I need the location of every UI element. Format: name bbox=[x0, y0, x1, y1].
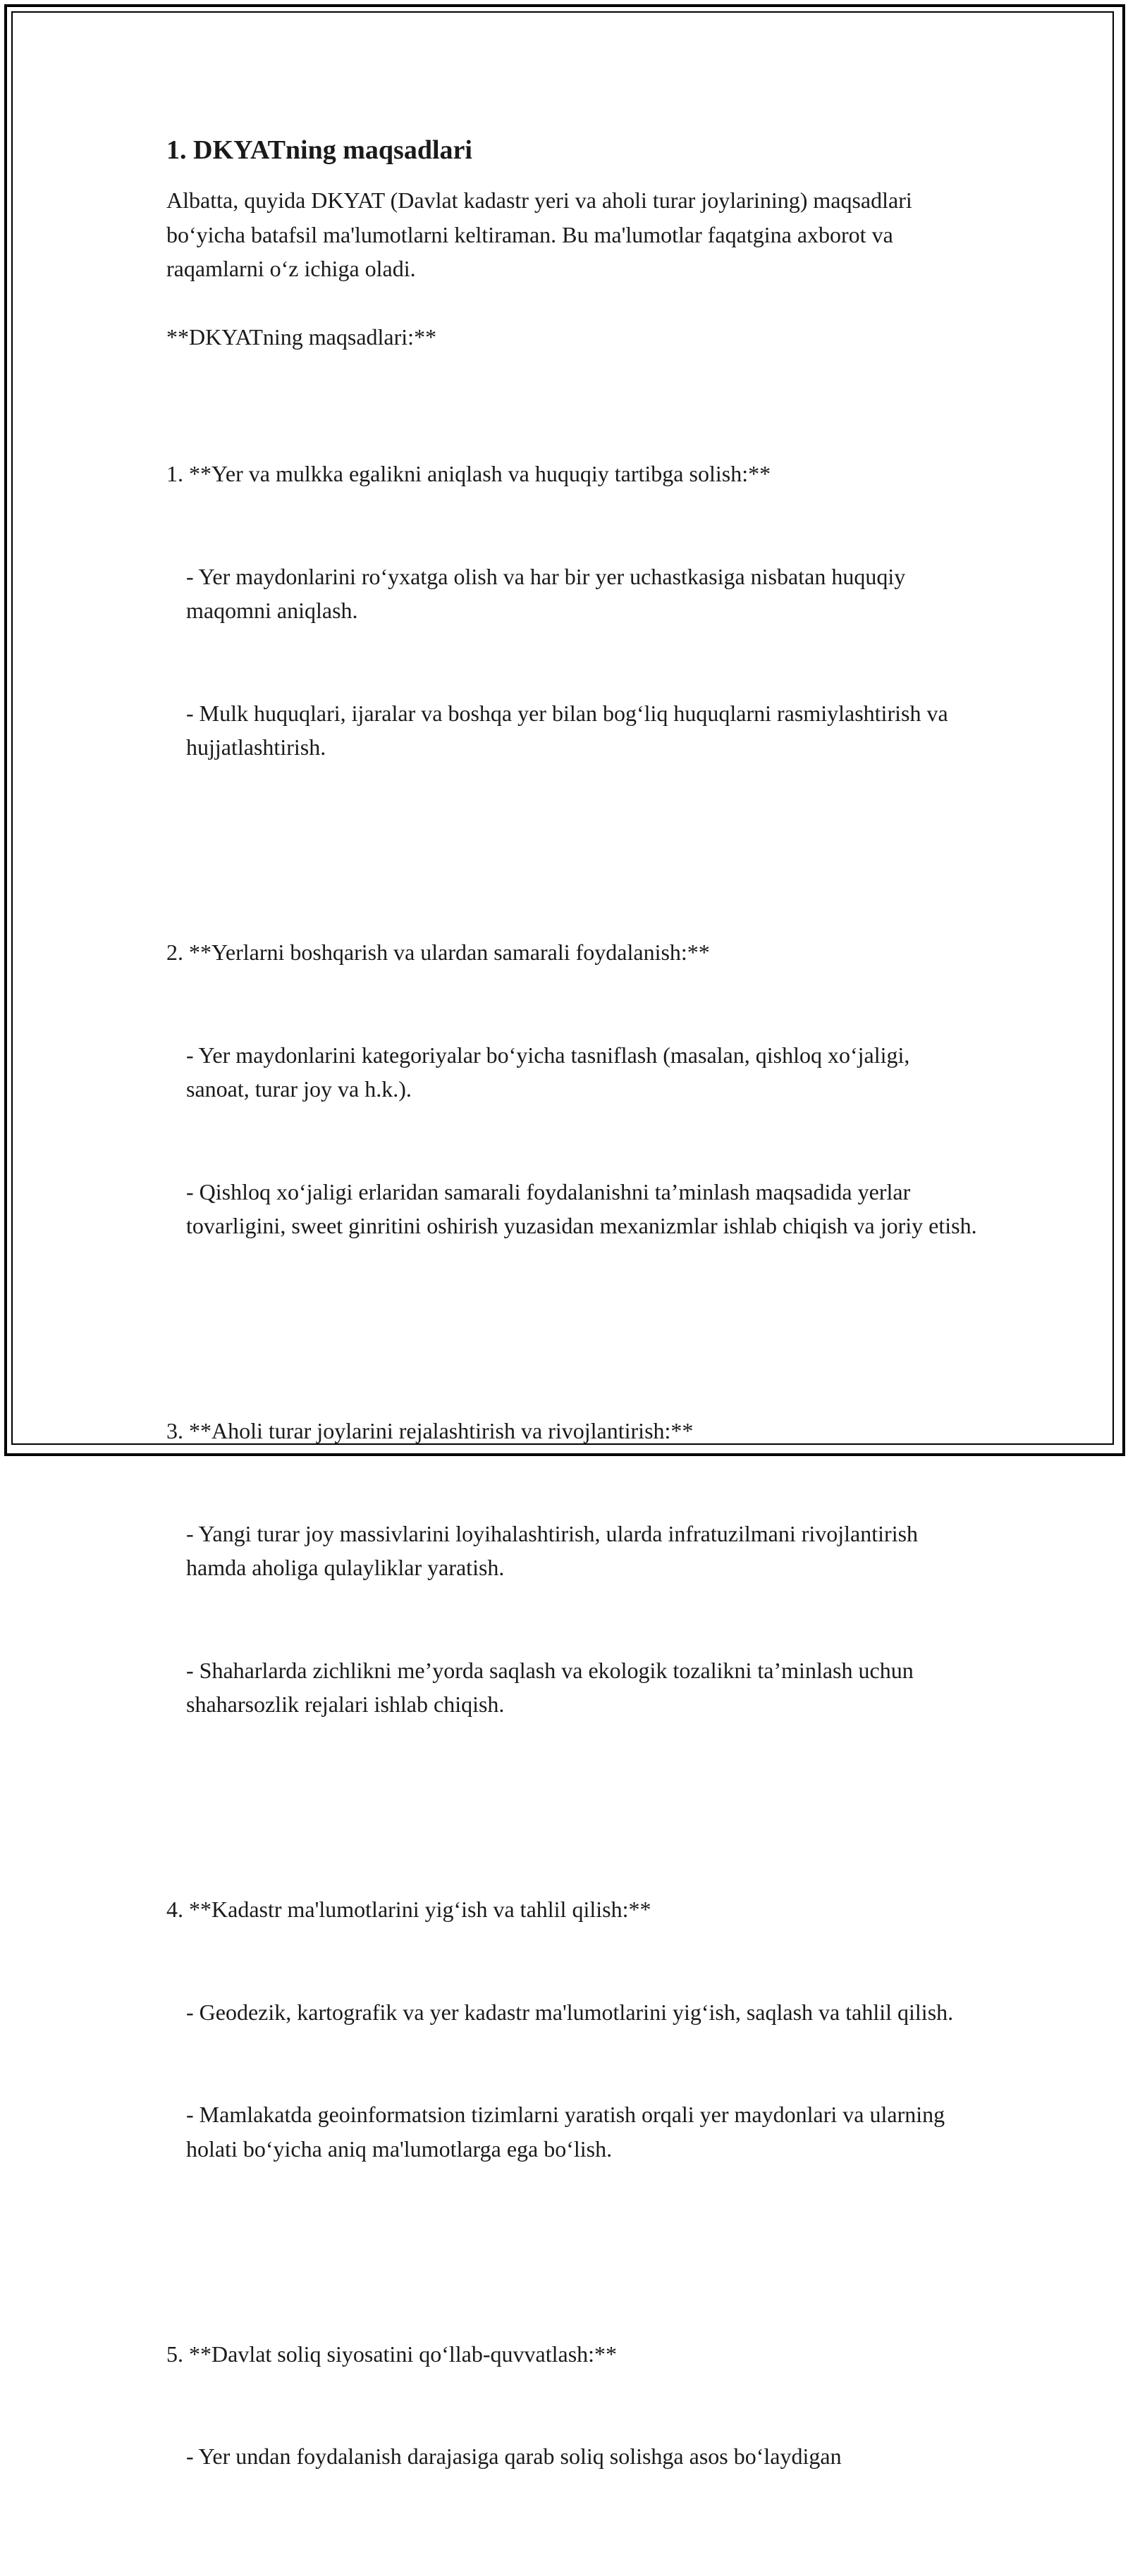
section-1 bbox=[166, 388, 977, 833]
section-item: - Mamlakatda geoinformatsion tizimlarni yaratish orqali yer maydonlari va ularning holati bo‘yicha aniq ma'lumotlarga ega bo‘lish. bbox=[186, 2102, 951, 2162]
intro-paragraph: Albatta, quyida DKYAT (Davlat kadastr yeri va aholi turar joylarining) maqsadlari bo‘yicha batafsil ma'lumotlarni keltiraman. Bu ma'lumotlar faqatgina axborot va raqamlarni o‘z ichiga oladi. bbox=[166, 187, 918, 281]
section-title: 4. **Kadastr ma'lumotlarini yig‘ish va tahlil qilish:** bbox=[166, 1897, 651, 1922]
section-item: - Shaharlarda zichlikni me’yorda saqlash va ekologik tozalikni ta’minlash uchun shaharsozlik rejalari ishlab chiqish. bbox=[186, 1657, 919, 1717]
section-item: - Yer undan foydalanish darajasiga qarab soliq solishga asos bo‘laydigan bbox=[186, 2443, 842, 2469]
section-title: 3. **Aholi turar joylarini rejalashtirish va rivojlantirish:** bbox=[166, 1418, 694, 1443]
section-item: - Qishloq xo‘jaligi erlaridan samarali foydalanishni ta’minlash maqsadida yerlar tovarligini, sweet ginritini oshirish yuzasidan mexanizmlar ishlab chiqish va joriy etish. bbox=[186, 1178, 977, 1238]
section-item: - Yer maydonlarini ro‘yxatga olish va har bir yer uchastkasiga nisbatan huquqiy maqomni aniqlash. bbox=[186, 563, 912, 623]
section-item: - Yangi turar joy massivlarini loyihalashtirish, ularda infratuzilmani rivojlantirish hamda aholiga qulayliklar yaratish. bbox=[186, 1520, 924, 1580]
section-4 bbox=[166, 1824, 977, 2234]
document-body bbox=[166, 133, 977, 2576]
section-item: - Mulk huquqlari, ijaralar va boshqa yer bilan bog‘liq huquqlarni rasmiylashtirish va hujjatlashtirish. bbox=[186, 700, 954, 760]
section-5 bbox=[166, 2269, 977, 2542]
section-title: 1. **Yer va mulkka egalikni aniqlash va huquqiy tartibga solish:** bbox=[166, 461, 771, 486]
goals-subheading: **DKYATning maqsadlari:** bbox=[166, 324, 437, 350]
section-2 bbox=[166, 867, 977, 1312]
section-3 bbox=[166, 1345, 977, 1790]
section-item: - Yer maydonlarini kategoriyalar bo‘yicha tasniflash (masalan, qishloq xo‘jaligi, sanoat, turar joy va h.k.). bbox=[186, 1042, 916, 1102]
document-heading: 1. DKYATning maqsadlari bbox=[166, 135, 472, 165]
section-item: - Geodezik, kartografik va yer kadastr ma'lumotlarini yig‘ish, saqlash va tahlil qilish. bbox=[186, 1999, 954, 2025]
section-title: 5. **Davlat soliq siyosatini qo‘llab-quvvatlash:** bbox=[166, 2341, 618, 2367]
section-title: 2. **Yerlarni boshqarish va ulardan samarali foydalanish:** bbox=[166, 939, 710, 965]
